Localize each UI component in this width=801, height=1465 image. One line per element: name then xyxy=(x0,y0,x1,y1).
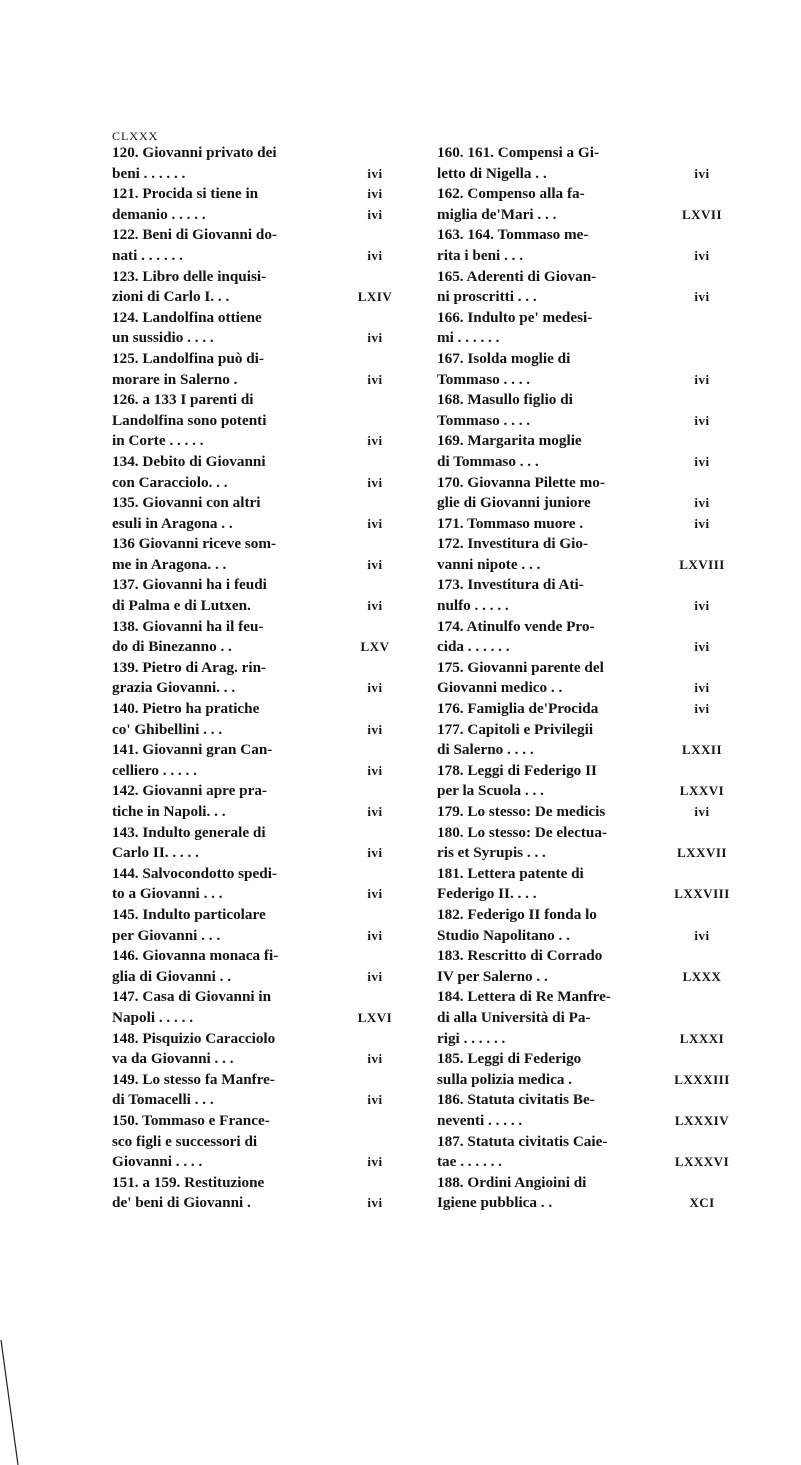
entry-text: 124. Landolfina ottiene un sussidio . . . . xyxy=(112,308,262,347)
index-entry xyxy=(437,802,737,823)
entry-text: 165. Aderenti di Giovan- ni proscritti . . . xyxy=(437,267,597,306)
index-entry xyxy=(112,946,404,987)
index-entry xyxy=(112,493,404,534)
index-entry xyxy=(112,699,404,740)
index-entry xyxy=(437,143,737,184)
index-entry xyxy=(112,1029,404,1070)
index-entry xyxy=(112,143,404,184)
entry-text: 188. Ordini Angioini di Igiene pubblica . . xyxy=(437,1173,587,1212)
index-entry xyxy=(437,534,737,575)
entry-text: 177. Capitoli e Privilegii di Salerno . . . . xyxy=(437,720,594,759)
index-entry xyxy=(112,308,404,349)
entry-page-ref: ivi xyxy=(694,639,710,655)
margin-scratch-line xyxy=(0,1340,20,1465)
entry-text: 141. Giovanni gran Can- celliero . . . . . xyxy=(112,741,273,779)
entry-text: 136 Giovanni riceve som- me in Aragona. . . xyxy=(112,535,277,573)
entry-page-ref: ivi xyxy=(694,680,710,696)
entry-page-ref: LXIV xyxy=(357,289,393,305)
index-entry xyxy=(437,617,737,658)
entry-page-ref: LXXXI xyxy=(679,1030,725,1046)
entry-text: 176. Famiglia de'Procida xyxy=(437,700,599,718)
entry-page-ref: ivi xyxy=(694,165,710,181)
index-entry xyxy=(112,1111,404,1173)
entry-page-ref: ivi xyxy=(694,495,710,511)
index-entry xyxy=(112,452,404,493)
index-entry xyxy=(112,905,404,946)
entry-text: 145. Indulto particolare per Giovanni . . . xyxy=(112,905,266,944)
entry-page-ref: ivi xyxy=(367,1051,383,1067)
index-entry xyxy=(112,575,404,616)
entry-text: 173. Investitura di Ati- nulfo . . . . . xyxy=(437,576,584,615)
entry-text: 144. Salvocondotto spedi- to a Giovanni . . . xyxy=(112,864,277,903)
entry-text: 121. Procida si tiene in demanio . . . . . xyxy=(112,185,259,223)
index-entry xyxy=(437,473,737,514)
index-entry xyxy=(437,390,737,431)
index-entry xyxy=(437,761,737,802)
entry-text: 150. Tommaso e France- sco figli e successori di Giovanni . . . . xyxy=(112,1111,270,1171)
entry-text: 134. Debito di Giovanni con Caracciolo. . . xyxy=(112,452,266,491)
index-entry xyxy=(112,349,404,390)
entry-page-ref: ivi xyxy=(694,453,710,469)
index-entry xyxy=(112,225,404,266)
entry-text: 148. Pisquizio Caracciolo va da Giovanni . . . xyxy=(112,1029,276,1068)
entry-page-ref: ivi xyxy=(367,433,383,449)
index-entry xyxy=(112,390,404,452)
index-entry xyxy=(437,699,737,720)
entry-page-ref: ivi xyxy=(367,165,383,181)
entry-page-ref: ivi xyxy=(367,556,383,572)
entry-page-ref: LXVI xyxy=(357,1009,393,1025)
index-entry xyxy=(112,184,404,225)
entry-page-ref: ivi xyxy=(694,247,710,263)
entry-text: 178. Leggi di Federigo II per la Scuola . . . xyxy=(437,761,597,800)
index-column-left xyxy=(112,143,404,1214)
entry-text: 140. Pietro ha pratiche co' Ghibellini . . . xyxy=(112,700,260,738)
entry-text: 182. Federigo II fonda lo Studio Napolitano . . xyxy=(437,905,597,944)
entry-text: 139. Pietro di Arag. rin- grazia Giovanni. . . xyxy=(112,658,267,697)
index-entry xyxy=(437,575,737,616)
entry-text: 120. Giovanni privato dei beni . . . . . . xyxy=(112,144,277,182)
index-entry xyxy=(112,267,404,308)
entry-page-ref: ivi xyxy=(694,371,710,387)
index-entry xyxy=(112,987,404,1028)
entry-page-ref: LXVII xyxy=(681,206,723,222)
index-entry xyxy=(437,431,737,472)
entry-page-ref: ivi xyxy=(694,701,710,717)
entry-text: 123. Libro delle inquisi- zioni di Carlo I. . . xyxy=(112,267,267,306)
entry-page-ref: ivi xyxy=(367,927,383,943)
entry-text: 143. Indulto generale di Carlo II. . . . . xyxy=(112,823,266,862)
index-entry xyxy=(112,740,404,781)
index-entry xyxy=(437,946,737,987)
entry-page-ref: ivi xyxy=(367,1195,383,1211)
entry-page-ref: ivi xyxy=(367,1092,383,1108)
entry-page-ref: LXXXVI xyxy=(674,1154,730,1170)
index-entry xyxy=(437,267,737,308)
entry-text: 180. Lo stesso: De electua- ris et Syrupis . . . xyxy=(437,823,607,862)
entry-page-ref: ivi xyxy=(367,371,383,387)
entry-text: 142. Giovanni apre pra- tiche in Napoli. . . xyxy=(112,782,267,820)
entry-page-ref: LXXII xyxy=(681,742,723,758)
entry-text: 146. Giovanna monaca fi- glia di Giovanni . . xyxy=(112,947,279,985)
entry-page-ref: ivi xyxy=(367,968,383,984)
index-entry xyxy=(112,617,404,658)
index-entry xyxy=(437,184,737,225)
entry-text: 149. Lo stesso fa Manfre- di Tomacelli . . . xyxy=(112,1070,275,1109)
entry-page-ref: ivi xyxy=(694,804,710,819)
entry-text: 184. Lettera di Re Manfre- di alla Università di Pa- rigi . . . . . . xyxy=(437,988,611,1047)
index-entry xyxy=(437,1132,737,1173)
entry-page-ref: ivi xyxy=(367,886,383,902)
index-entry xyxy=(112,534,404,575)
index-entry xyxy=(437,1173,737,1214)
entry-text: 187. Statuta civitatis Caie- tae . . . . . . xyxy=(437,1132,608,1171)
entry-text: 175. Giovanni parente del Giovanni medico . . xyxy=(437,658,604,697)
entry-page-ref: ivi xyxy=(367,1154,383,1170)
index-entry xyxy=(437,308,737,349)
index-entry xyxy=(112,781,404,822)
entry-text: 172. Investitura di Gio- vanni nipote . . . xyxy=(437,535,589,573)
entry-text: 181. Lettera patente di Federigo II. . . . xyxy=(437,864,584,903)
entry-page-ref: ivi xyxy=(694,412,710,428)
entry-page-ref: LXXVI xyxy=(679,783,725,799)
entry-page-ref: LXXX xyxy=(682,968,722,984)
entry-page-ref: ivi xyxy=(367,515,383,531)
index-entry xyxy=(437,905,737,946)
entry-page-ref: LXXXIV xyxy=(674,1112,730,1128)
entry-page-ref: ivi xyxy=(367,598,383,614)
index-entry xyxy=(437,514,737,535)
entry-text: 162. Compenso alla fa- miglia de'Mari . . . xyxy=(437,185,585,223)
index-entry xyxy=(437,864,737,905)
entry-text: 125. Landolfina può di- morare in Salerno . xyxy=(112,349,264,388)
entry-page-ref: ivi xyxy=(694,515,710,531)
entry-page-ref: ivi xyxy=(367,474,383,490)
index-entry xyxy=(112,823,404,864)
entry-text: 135. Giovanni con altri esuli in Aragona . . xyxy=(112,494,261,532)
entry-text: 186. Statuta civitatis Be- neventi . . . . . xyxy=(437,1091,595,1129)
entry-text: 126. a 133 I parenti di Landolfina sono potenti in Corte . . . . . xyxy=(112,391,267,450)
entry-text: 122. Beni di Giovanni do- nati . . . . . . xyxy=(112,226,277,264)
entry-page-ref: ivi xyxy=(367,680,383,696)
entry-page-ref: ivi xyxy=(367,330,383,346)
entry-text: 138. Giovanni ha il feu- do di Binezanno . . xyxy=(112,617,264,656)
entry-text: 170. Giovanna Pilette mo- glie di Giovanni juniore xyxy=(437,473,605,512)
index-entry xyxy=(112,864,404,905)
entry-page-ref: ivi xyxy=(367,247,383,263)
page-number: CLXXX xyxy=(112,129,159,143)
index-entry xyxy=(437,658,737,699)
index-entry xyxy=(437,987,737,1049)
entry-page-ref: ivi xyxy=(367,762,383,778)
index-column-right xyxy=(437,143,737,1214)
entry-text: 160. 161. Compensi a Gi- letto di Nigella . . xyxy=(437,144,600,182)
index-entry xyxy=(437,720,737,761)
entry-page-ref: LXXVII xyxy=(677,845,727,861)
entry-page-ref: LXVIII xyxy=(679,556,725,572)
index-entry xyxy=(437,349,737,390)
entry-text: 185. Leggi di Federigo sulla polizia medica . xyxy=(437,1050,582,1088)
entry-text: 137. Giovanni ha i feudi di Palma e di Lutxen. xyxy=(112,576,267,615)
entry-text: 168. Masullo figlio di Tommaso . . . . xyxy=(437,391,573,429)
entry-page-ref: LXV xyxy=(360,639,390,655)
entry-text: 171. Tommaso muore . xyxy=(437,514,584,532)
entry-text: 163. 164. Tommaso me- rita i beni . . . xyxy=(437,226,589,264)
entry-text: 151. a 159. Restituzione de' beni di Giovanni . xyxy=(112,1173,265,1212)
entry-page-ref: ivi xyxy=(367,804,383,819)
entry-text: 166. Indulto pe' medesi- mi . . . . . . xyxy=(437,308,593,347)
entry-page-ref: ivi xyxy=(367,721,383,737)
index-entry xyxy=(437,225,737,266)
entry-text: 183. Rescritto di Corrado IV per Salerno . . xyxy=(437,947,603,985)
entry-text: 179. Lo stesso: De medicis xyxy=(437,803,606,820)
index-entry xyxy=(112,1173,404,1214)
entry-text: 174. Atinulfo vende Pro- cida . . . . . . xyxy=(437,617,595,656)
index-entry xyxy=(437,1090,737,1131)
entry-page-ref: ivi xyxy=(694,927,710,943)
entry-text: 147. Casa di Giovanni in Napoli . . . . . xyxy=(112,988,272,1026)
index-entry xyxy=(437,1049,737,1090)
entry-page-ref: LXXXIII xyxy=(674,1071,730,1087)
index-entry xyxy=(112,658,404,699)
entry-page-ref: ivi xyxy=(694,598,710,614)
entry-page-ref: XCI xyxy=(689,1195,715,1211)
entry-text: 169. Margarita moglie di Tommaso . . . xyxy=(437,432,582,470)
entry-page-ref: ivi ivi xyxy=(367,186,383,222)
entry-page-ref: LXXVIII xyxy=(674,886,730,902)
entry-page-ref: ivi xyxy=(367,845,383,861)
entry-page-ref: ivi xyxy=(694,289,710,305)
entry-text: 167. Isolda moglie di Tommaso . . . . xyxy=(437,349,571,388)
index-entry xyxy=(112,1070,404,1111)
index-entry xyxy=(437,823,737,864)
